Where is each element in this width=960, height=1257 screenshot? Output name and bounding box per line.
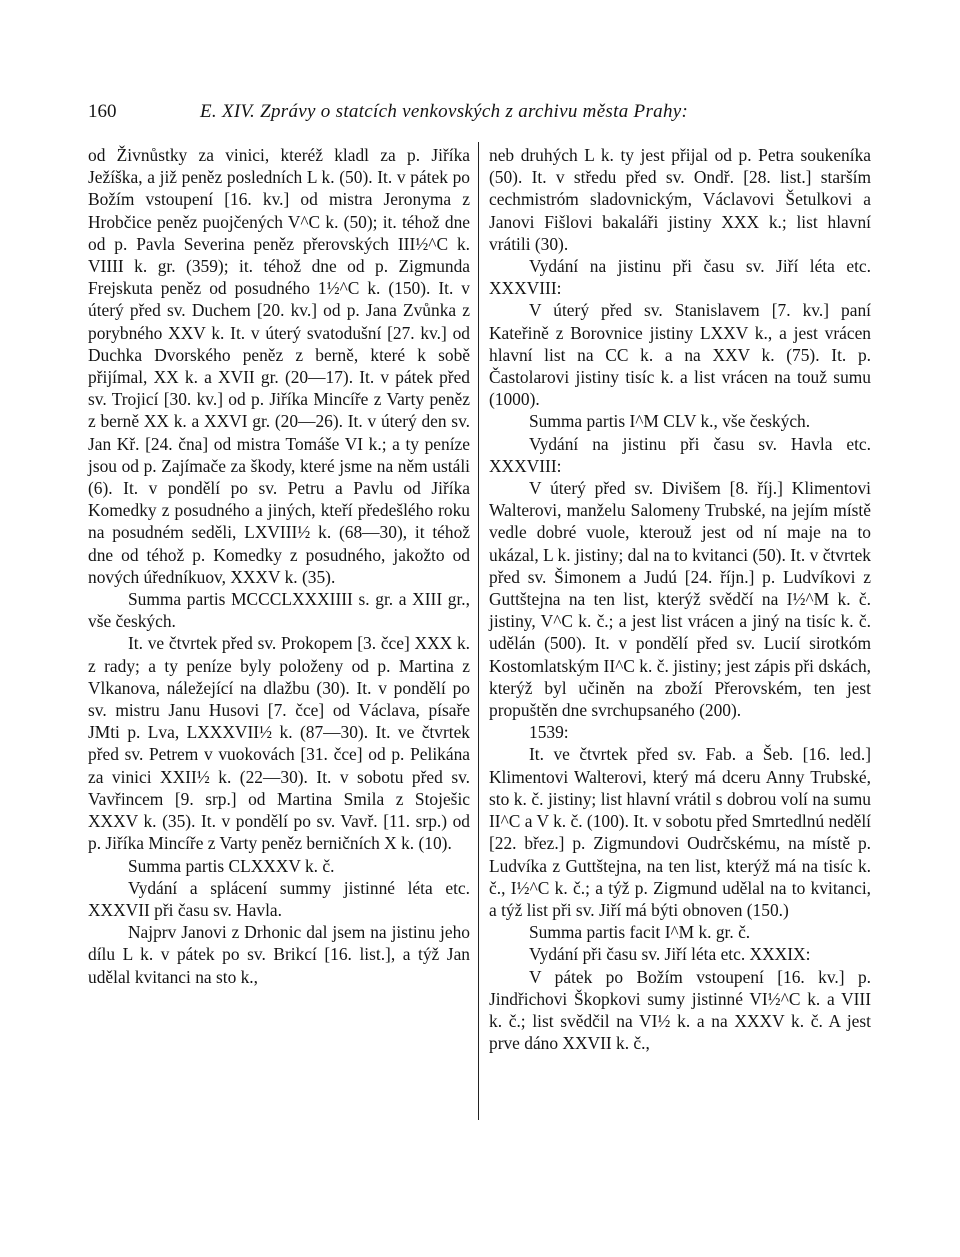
paragraph: Summa partis I^M CLV k., vše českých. — [529, 411, 811, 432]
paragraph: Vydání na jistinu při času sv. Havla etc. XXXVIII: — [489, 433, 871, 476]
paragraph: od Živnůstky za vinici, kteréž kladl za p. Jiříka Ježíška, a již peněz posledních L k. (50). It. v pátek po Božím vstoupení [16. kv.] od mistra Jeronyma z Hrobčice peněz puojčených V^C k. (50); it. téhož dne od p. Pavla Severina peněz přerovských III½^C k. VIIII k. gr. (359); it. téhož dne od p. Zigmunda Frejskuta peněz od posudného 1½^C k. (150). It. v úterý před sv. Duchem [20. kv.] od p. Jana Zvůnka z porybného XXV k. It. v úterý svatodušní [27. kv.] od Duchka Dvorského peněz z berně, které k sobě přijímal, XX k. a XVII gr. (20—17). It. v pátek před sv. Trojicí [30. kv.] od p. Jiříka Mincíře z Varty peněz z berně XX k. a XXVI gr. (20—26). It. v úterý den sv. Jan Kř. [24. čna] od mistra Tomáše VI k.; a ty peníze jsou od p. Zajímače za škody, které jsme na něm ustáli (6). It. v pondělí po sv. Petru a Pavlu od Jiříka Komedky z posudného a jiných, kteří předešlého roku na posudném seděli, LXVIII½ k. (68—30), it téhož dne od téhož p. Komedky z posudného, jakožto od nových úředníkuov, XXXV k. (35). — [88, 145, 470, 587]
paragraph: V úterý před sv. Divišem [8. říj.] Klimentovi Walterovi, manželu Salomeny Trubské, na jejím místě vedle dobré vuole, kterouž jest od ní maje na to ukázal, L k. jistiny; dal na to kvitanci (50). It. v čtvrtek před sv. Šimonem a Judú [24. říjn.] p. Ludvíkovi z Guttštejna na ten list, kterýž svědčí na I½^M k. č. jistiny, V^C k. č.; a jest list vrácen a jiný na tisíc k. č. udělán (500). It. v pondělí před sv. Lucií sirotkóm Kostomlatským II^C k. č. jistiny; jest zápis při dskách, kterýž byl učiněn na zboží Přerovském, ten jest propuštěn dne svrchupsaného (200). — [489, 478, 871, 721]
paragraph: Summa partis MCCCLXXXIIII s. gr. a XIII gr., vše českých. — [88, 589, 470, 632]
page-header — [88, 101, 872, 131]
column-divider — [478, 142, 479, 1120]
right-column — [489, 144, 871, 1054]
paragraph: Summa partis facit I^M k. gr. č. — [529, 922, 751, 943]
paragraph: Vydání a splácení summy jistinné léta etc. XXXVII při času sv. Havla. — [88, 877, 470, 920]
paragraph: 1539: — [529, 722, 569, 743]
paragraph: Summa partis CLXXXV k. č. — [128, 855, 335, 876]
paragraph: neb druhých L k. ty jest přijal od p. Petra soukeníka (50). It. v středu před sv. Ondř. [28. list.] starším cechmistróm sladovnickým, Václavovi Šetulkovi a Janovi Fišlovi bakaláři jistiny XXX k.; list hlavní vrátili (30). — [489, 145, 871, 254]
paragraph: V úterý před sv. Stanislavem [7. kv.] paní Kateřině z Borovnice jistiny LXXV k., a jest vrácen hlavní list na CC k. a na XXV k. (75). It. p. Častolarovi jistiny tisíc k. a list vrácen na touž sumu (1000). — [489, 300, 871, 410]
paragraph: It. ve čtvrtek před sv. Prokopem [3. čce] XXX k. z rady; a ty peníze byly položeny od p. Martina z Vlkanova, náležející na dlažbu (30). It. v pondělí po sv. mistru Janu Husovi [7. čce] od Václava, písaře JMti p. Lva, LXXXVII½ k. (87—30). It. ve čtvrtek před sv. Petrem v vuokovách [31. čce] od p. Pelikána za vinici XXII½ k. (22—30). It. v sobotu před sv. Vavřincem [9. srp.] od Martina Smila z Stoješic XXXV k. (35). It. v pondělí po sv. Vavř. [11. srp.) od p. Jiříka Mincíře z Varty peněz berničních X k. (10). — [88, 633, 470, 854]
running-title: E. XIV. Zprávy o statcích venkovských z archivu města Prahy: — [200, 101, 689, 122]
paragraph: Vydání při času sv. Jiří léta etc. XXXIX: — [529, 944, 811, 965]
left-column — [88, 144, 470, 988]
paragraph: It. ve čtvrtek před sv. Fab. a Šeb. [16. led.] Klimentovi Walterovi, který má dceru Anny Trubské, sto k. č. jistiny; list hlavní vrátil s dobrou volí na sumu II^C a V k. č. (100). It. v sobotu před Smrtedlnú nedělí [22. břez.] p. Zigmundovi Oudrčskému, na místě p. Ludvíka z Guttštejna, na ten list, kterýž má na tisíc k. č., I½^C k. č.; a týž p. Zigmund udělal na to kvitanci, a týž list při sv. Jiří má býti obnoven (150.) — [489, 744, 871, 920]
paragraph: V pátek po Božím vstoupení [16. kv.] p. Jindřichovi Škopkovi sumy jistinné VI½^C k. a VIII k. č.; list svědčil na VI½ k. a na XXXV k. č. A jest prve dáno XXVII k. č., — [489, 966, 871, 1054]
page-number: 160 — [88, 101, 117, 122]
paragraph: Najprv Janovi z Drhonic dal jsem na jistinu jeho dílu L k. v pátek po sv. Brikcí [16. list.], a týž Jan udělal kvitanci na sto k., — [88, 922, 470, 987]
paragraph: Vydání na jistinu při času sv. Jiří léta etc. XXXVIII: — [489, 256, 871, 299]
